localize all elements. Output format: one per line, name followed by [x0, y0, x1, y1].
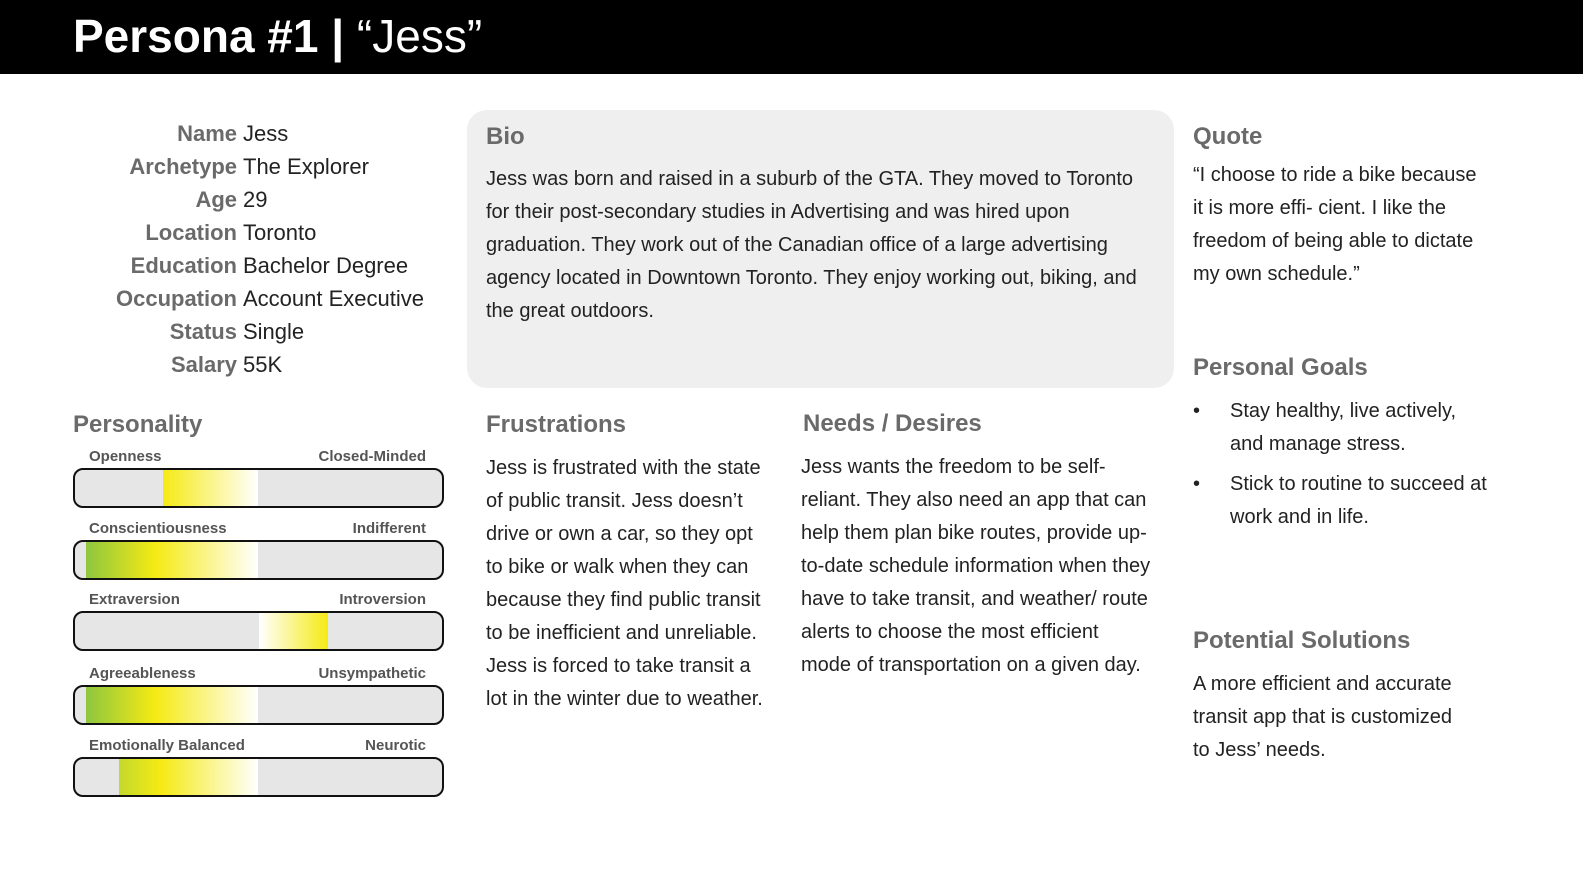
- trait-left-label: Conscientiousness: [89, 520, 227, 537]
- personal-goals-heading: Personal Goals: [1193, 354, 1368, 381]
- page-title: [73, 6, 482, 66]
- personal-goals-list: [1193, 395, 1493, 541]
- persona-number: Persona #1 |: [73, 10, 345, 62]
- profile-row-name: [60, 117, 460, 150]
- trait-fill: [86, 542, 258, 578]
- frustrations-text: Jess is frustrated with the state of public transit. Jess doesn’t drive or own a car, so they opt to bike or walk when they can because they find public transit to be inefficient and unreliable. Jess is forced to take transit a lot in the winter due to weather.: [486, 457, 763, 710]
- profile-value: Toronto: [243, 220, 317, 245]
- trait-bar: [73, 611, 444, 651]
- quote-text: “I choose to ride a bike because it is more effi- cient. I like the freedom of being able to dictate my own schedule.”: [1193, 164, 1477, 285]
- trait-bar: [73, 468, 444, 508]
- profile-row-age: [60, 183, 460, 216]
- personality-heading: Personality: [73, 411, 203, 438]
- trait-left-label: Extraversion: [89, 591, 180, 608]
- persona-name: “Jess”: [356, 10, 483, 62]
- list-item: [1193, 468, 1493, 534]
- profile-label: Salary: [170, 352, 237, 377]
- profile-value: 55K: [243, 352, 283, 377]
- trait-right-label: Unsympathetic: [318, 665, 426, 682]
- list-item: [1193, 395, 1493, 461]
- profile-label: Education: [130, 253, 237, 278]
- profile-value: The Explorer: [243, 154, 369, 179]
- solutions-text: A more efficient and accurate transit app that is customized to Jess’ needs.: [1193, 673, 1453, 761]
- potential-solutions-heading: Potential Solutions: [1193, 627, 1411, 654]
- bullet-icon: •: [1193, 400, 1201, 422]
- trait-right-label: Closed-Minded: [318, 448, 426, 465]
- profile-value: Jess: [243, 121, 289, 146]
- needs-text: Jess wants the freedom to be self-reliant. They also need an app that can help them plan bike routes, provide up-to-date schedule information when they have to take transit, and weather/ route alerts to choose the most efficient mode of transportation on a given day.: [801, 456, 1151, 676]
- profile-value: Bachelor Degree: [243, 253, 409, 278]
- profile-value: 29: [243, 187, 268, 212]
- trait-right-label: Neurotic: [365, 737, 426, 754]
- profile-row-education: [60, 249, 460, 282]
- trait-bar: [73, 757, 444, 797]
- trait-right-label: Introversion: [339, 591, 426, 608]
- trait-left-label: Emotionally Balanced: [89, 737, 245, 754]
- profile-label: Name: [177, 121, 237, 146]
- trait-bar: [73, 540, 444, 580]
- profile-row-salary: [60, 348, 460, 381]
- goal-text: Stick to routine to succeed at work and in life.: [1230, 473, 1487, 528]
- needs-heading: Needs / Desires: [803, 410, 982, 437]
- bio-heading: Bio: [486, 123, 525, 150]
- profile-label: Archetype: [129, 154, 237, 179]
- profile-label: Location: [145, 220, 237, 245]
- profile-value: Account Executive: [243, 286, 424, 311]
- profile-row-archetype: [60, 150, 460, 183]
- bullet-icon: •: [1193, 473, 1201, 495]
- trait-left-label: Openness: [89, 448, 162, 465]
- profile-value: Single: [243, 319, 305, 344]
- frustrations-heading: Frustrations: [486, 411, 627, 438]
- trait-left-label: Agreeableness: [89, 665, 196, 682]
- goal-text: Stay healthy, live actively, and manage stress.: [1230, 400, 1457, 455]
- profile-label: Age: [195, 187, 237, 212]
- quote-heading: Quote: [1193, 123, 1263, 150]
- trait-right-label: Indifferent: [352, 520, 426, 537]
- trait-fill: [163, 470, 258, 506]
- bio-text: Jess was born and raised in a suburb of the GTA. They moved to Toronto for their post-secondary studies in Advertising and was hired upon graduation. They work out of the Canadian office of a large advertising agency located in Downtown Toronto. They enjoy working out, biking, and the great outdoors.: [486, 168, 1137, 322]
- profile-details: [60, 117, 460, 381]
- trait-fill: [259, 613, 329, 649]
- trait-fill: [119, 759, 258, 795]
- header-bar: [0, 0, 1583, 74]
- profile-label: Occupation: [115, 286, 237, 311]
- profile-row-status: [60, 315, 460, 348]
- trait-fill: [86, 687, 258, 723]
- profile-row-location: [60, 216, 460, 249]
- profile-row-occupation: [60, 282, 460, 315]
- trait-bar: [73, 685, 444, 725]
- profile-label: Status: [169, 319, 237, 344]
